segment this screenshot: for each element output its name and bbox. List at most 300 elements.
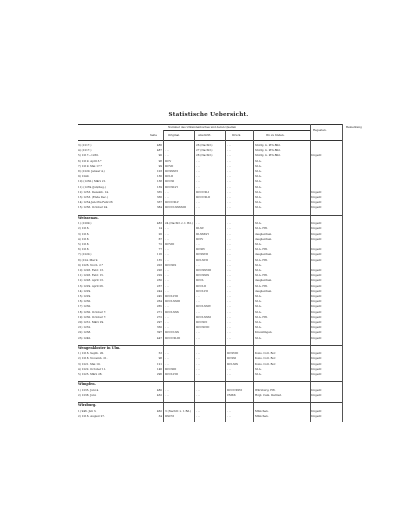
row-original: . . . (165, 288, 170, 293)
row-abschrift: . . . (196, 262, 201, 267)
row-abschrift: . . . (196, 372, 201, 376)
row-sammlung: St.A. (255, 267, 262, 272)
row-label: 3) 1221. Mai 10. (78, 361, 101, 366)
row-label: 13) 1229. April 26. (78, 283, 104, 288)
row-page: 245 (156, 293, 162, 298)
row-druck: . . . (227, 257, 232, 262)
row-original: . . . (165, 252, 170, 257)
row-abschrift: . . . (196, 205, 201, 210)
row-regest: Ungedr. (311, 392, 322, 397)
row-label: 2) 1216. August 27. (78, 413, 105, 418)
row-abschrift: . . . (196, 174, 201, 179)
row-druck: . . . (227, 158, 232, 163)
row-original: DCLII (165, 174, 174, 179)
row-page: 265 (156, 304, 162, 309)
table-row (0, 205, 417, 210)
row-page: 138 (156, 179, 162, 184)
row-druck: . . . (227, 408, 232, 413)
row-sammlung: St.A. (255, 200, 262, 205)
row-druck: . . . (227, 304, 232, 309)
row-abschrift: DCCXCIII (196, 325, 210, 330)
row-label: 10) 1226. Febr. 13. (78, 267, 104, 272)
row-label: 12) 1253. Dezemb. 14. (78, 189, 109, 194)
row-label: 6) 1219. April 3.* (78, 158, 102, 163)
row-abschrift: DCCLXXIV (196, 304, 211, 309)
row-druck: DCXXI (227, 356, 237, 361)
row-regest: Ungedr. (311, 200, 322, 205)
row-label: 4) (1217.) (78, 148, 92, 153)
row-page: 98 (158, 356, 162, 361)
row-page: 53 (158, 351, 162, 356)
row-regest: Ungedr. (311, 252, 322, 257)
row-label: 1) (1209.) (78, 221, 92, 226)
row-abschrift: . . . (196, 179, 201, 184)
row-regest: Ungedr. (311, 288, 322, 293)
row-label: 18) 1230. October 7. (78, 309, 107, 314)
row-original: . . . (165, 257, 170, 262)
row-page: 99 (158, 163, 162, 168)
header-regest: Regesten. (313, 128, 327, 132)
row-sammlung: St.A. Hft. (255, 314, 268, 319)
row-regest: Ungedr. (311, 325, 322, 330)
row-label: 13) 1253. (Ende Dec.) (78, 195, 108, 199)
row-regest: Ungedr. (311, 387, 322, 392)
row-abschrift: . . . (196, 361, 201, 366)
row-sammlung: St.A. (255, 163, 262, 168)
row-abschrift: . . . (196, 293, 201, 298)
row-regest: Ungedr. (311, 205, 322, 210)
row-druck: . . . (227, 262, 232, 267)
row-page: 136 (156, 174, 162, 179)
row-page: 135 (156, 257, 162, 262)
row-regest: Ungedr. (311, 283, 322, 288)
row-regest: Ungedr. (311, 278, 322, 283)
row-druck: . . . (227, 226, 232, 231)
row-page: 14 (158, 226, 162, 231)
row-original: . . . (165, 236, 170, 241)
row-regest: Ungedr. (311, 273, 322, 278)
row-original: . . . (165, 231, 170, 236)
row-original: DCCXLVI (165, 184, 178, 189)
row-label: 3) 1216. (78, 231, 90, 236)
row-page: 34 (158, 413, 162, 418)
row-druck: . . . (227, 205, 232, 210)
row-original: . . . (165, 361, 170, 366)
row-druck: DCLXIX (227, 361, 238, 366)
row-original: DCCXIX (165, 262, 177, 267)
row-sammlung: desgleichen. (255, 288, 273, 293)
row-druck: . . . (227, 252, 232, 257)
row-original: . . . (165, 392, 170, 397)
row-label: 7) (1220.) (78, 252, 92, 257)
row-druck: . . . (227, 330, 232, 335)
row-abschrift: . . . (196, 330, 201, 335)
row-druck: . . . (227, 143, 232, 147)
row-druck: . . . (227, 163, 232, 168)
row-abschrift: . . . (196, 408, 201, 413)
row-regest: Ungedr. (311, 153, 322, 158)
row-regest: Ungedr. (311, 330, 322, 335)
row-regest: Ungedr. (311, 356, 322, 361)
row-original: . . . (165, 314, 170, 319)
row-abschrift: DCCXCI (196, 319, 208, 324)
row-regest: Ungedr. (311, 247, 322, 252)
row-original: DCV (165, 158, 172, 163)
row-label: 16) 1230. (78, 299, 92, 304)
row-regest: Ungedr. (311, 299, 322, 304)
row-druck: DCXVIII (227, 351, 239, 356)
row-abschrift: DCCCXLI (196, 189, 210, 194)
row-label: 4) 1222. October 11. (78, 366, 107, 371)
row-original: DCCXI (165, 179, 175, 184)
row-abschrift: . . . (196, 169, 201, 173)
row-page: 447 (156, 335, 162, 340)
table-row (0, 414, 417, 419)
row-abschrift: DCCLII (196, 283, 207, 288)
row-regest: Ungedr. (311, 361, 322, 366)
row-page: 296 (156, 372, 162, 376)
row-label: 9) 1226. Novb. 2.* (78, 262, 103, 267)
section-heading: Wimpfen. (78, 382, 96, 387)
header-seite: Seite (150, 133, 157, 137)
header-sammlung: Wo zu finden. (266, 133, 285, 137)
row-original: . . . (165, 273, 170, 278)
row-sammlung: Kons. Coll. Bor. (255, 356, 276, 361)
row-druck: . . . (227, 184, 232, 189)
row-page: 335 (156, 189, 162, 194)
row-page: 272 (156, 314, 162, 319)
row-sammlung: St.A. (255, 241, 262, 246)
row-druck: . . . (227, 241, 232, 246)
header-abschrift: Abschrift. (198, 133, 212, 137)
row-druck: . . . (227, 335, 232, 340)
row-original: . . . (165, 148, 170, 153)
row-page: 237 (156, 283, 162, 288)
row-druck: . . . (227, 273, 232, 278)
row-druck: DCCCXXVI (227, 387, 243, 392)
row-label: 21) 1232. (78, 325, 92, 330)
row-abschrift: DCCXXIX (196, 273, 210, 278)
row-sammlung: München. (255, 413, 269, 418)
row-label: 1) 1235. Juni 4. (78, 387, 99, 392)
row-label: 15) 1229. (78, 293, 92, 298)
row-label: 3) (1217.) (78, 143, 92, 147)
row-abschrift: . . . (196, 200, 201, 205)
row-original: DCCCXLV (165, 200, 179, 205)
section-rule (78, 402, 342, 403)
row-sammlung: desgleichen. (255, 278, 273, 283)
header-bemerkung: Bemerkung (346, 125, 362, 129)
row-sammlung: Stuttg. k. Priv.Bibl. (255, 153, 281, 158)
row-sammlung: Kons. Coll. Bor. (255, 361, 276, 366)
row-druck: . . . (227, 293, 232, 298)
row-abschrift: DCXIV (196, 247, 206, 252)
row-druck: . . . (227, 325, 232, 330)
row-page: 432 (156, 392, 162, 397)
row-sammlung: Stuttg. k. Priv.Bibl. (255, 143, 281, 147)
row-abschrift: DCLXVII (196, 257, 208, 262)
row-druck: . . . (227, 278, 232, 283)
row-abschrift: . . . (196, 309, 201, 314)
row-page: 90 (158, 153, 162, 158)
row-page: 139 (156, 184, 162, 189)
row-abschrift: 27 (Nachtr.) (196, 148, 213, 153)
row-regest: Ungedr. (311, 335, 322, 340)
row-regest: Ungedr. (311, 408, 322, 413)
row-label: 11) (1239.)Juli/Aug.) (78, 184, 106, 189)
row-original: . . . (165, 267, 170, 272)
row-sammlung: Würzburg. Hft. (255, 387, 276, 392)
row-regest: Ungedr. (311, 236, 322, 241)
row-original: . . . (165, 304, 170, 309)
row-abschrift: DCCL (196, 278, 205, 283)
row-regest: Ungedr. (311, 257, 322, 262)
header-group-label: Nummer des Urkundenbuches und deren Quellen (168, 125, 237, 129)
row-page: 397 (156, 330, 162, 335)
row-abschrift: DLXXXVI (196, 231, 209, 236)
row-sammlung: St.A. Hft. (255, 247, 268, 252)
row-druck: . . . (227, 413, 232, 418)
row-page: 336 (156, 195, 162, 199)
row-regest: Ungedr. (311, 314, 322, 319)
row-druck: . . . (227, 247, 232, 252)
row-abschrift: DCCXXVIII (196, 267, 212, 272)
row-label: 2) 1238. Juni. (78, 392, 97, 397)
row-original: DCCCLXXXXIII (165, 205, 186, 210)
row-label: 10) (1230.) März 21. (78, 179, 107, 184)
row-original: . . . (165, 278, 170, 283)
row-original: . . . (165, 356, 170, 361)
row-druck: . . . (227, 153, 232, 158)
row-sammlung: St.A. (255, 335, 262, 340)
row-original: DCCLXXX (165, 309, 179, 314)
row-druck: . . . (227, 267, 232, 272)
row-abschrift: 28 (Nachtr.) (196, 153, 213, 158)
row-sammlung: St.A. (255, 299, 262, 304)
row-original: DXCVI (165, 413, 175, 418)
row-original: . . . (165, 387, 170, 392)
row-page: 244 (156, 288, 162, 293)
row-sammlung: St.A. (255, 309, 262, 314)
row-label: 5) 1225. März 28. (78, 372, 103, 376)
row-druck: . . . (227, 148, 232, 153)
row-sammlung: Kreuzlingen. (255, 330, 273, 335)
row-abschrift: . . . (196, 335, 201, 340)
row-abschrift: . . . (196, 158, 201, 163)
row-label: 7) 1219. Mai 17.* (78, 163, 102, 168)
row-regest: Ungedr. (311, 413, 322, 418)
row-sammlung: St.A. Hft. (255, 273, 268, 278)
row-sammlung: St.A. Hft. (255, 257, 268, 262)
row-sammlung: desgleichen. (255, 231, 273, 236)
row-sammlung: St.A. (255, 293, 262, 298)
row-label: 9) 1240. (78, 174, 90, 179)
row-druck: . . . (227, 169, 232, 173)
row-label: 19) 1230. October 7. (78, 314, 107, 319)
row-druck: . . . (227, 221, 232, 226)
table-row (0, 372, 417, 377)
section-rule (78, 381, 342, 382)
row-sammlung: St.A. (255, 325, 262, 330)
row-page: 72 (158, 241, 162, 246)
row-regest: Ungedr. (311, 366, 322, 371)
row-regest: Ungedr. (311, 221, 322, 226)
row-original: DCCLVIII (165, 293, 178, 298)
row-page: 77 (158, 247, 162, 252)
row-druck: . . . (227, 309, 232, 314)
row-abschrift: . . . (196, 356, 201, 361)
row-druck: . . . (227, 174, 232, 179)
row-page: 337 (156, 200, 162, 205)
row-regest: Ungedr. (311, 309, 322, 314)
row-sammlung: Kons. Coll. Bor. (255, 351, 276, 356)
row-regest: Ungedr. (311, 226, 322, 231)
row-druck: CMXX (227, 392, 236, 397)
row-druck: . . . (227, 189, 232, 194)
row-original: DCVII (165, 163, 174, 168)
row-original: . . . (165, 283, 170, 288)
row-original: . . . (165, 325, 170, 330)
row-regest: Ungedr. (311, 304, 322, 309)
row-original: . . . (165, 319, 170, 324)
row-druck: . . . (227, 288, 232, 293)
row-abschrift: DCIV (196, 236, 204, 241)
row-sammlung: München. (255, 408, 269, 413)
row-original: DCXXXVI (165, 169, 178, 173)
row-page: 67 (158, 236, 162, 241)
row-sammlung: St.A. (255, 366, 262, 371)
row-sammlung: St.A. Hft. (255, 283, 268, 288)
row-page: 271 (156, 309, 162, 314)
row-regest: Ungedr. (311, 195, 322, 199)
row-sammlung: St.A. (255, 158, 262, 163)
row-original: . . . (165, 247, 170, 252)
row-abschrift: . . . (196, 163, 201, 168)
row-sammlung: Stuttg. k. Priv.Bibl. (255, 148, 281, 153)
row-page: 203 (156, 262, 162, 267)
row-regest: Ungedr. (311, 231, 322, 236)
row-druck: . . . (227, 299, 232, 304)
row-label: 14) 1229. (78, 288, 92, 293)
row-original: DCCCXLIII (165, 335, 181, 340)
row-label: 20) 1231. März 29. (78, 319, 105, 324)
row-abschrift: DCXXVII (196, 252, 209, 257)
row-page: 486 (156, 143, 162, 147)
row-druck: . . . (227, 372, 232, 376)
row-abschrift: . . . (196, 351, 201, 356)
row-abschrift: . . . (196, 387, 201, 392)
row-original: . . . (165, 226, 170, 231)
row-label: 23) 1240. (78, 335, 92, 340)
row-original: DCCLXXIII (165, 299, 181, 304)
row-page: 229 (156, 273, 162, 278)
header-group-rule (164, 130, 310, 131)
row-original: . . . (165, 195, 170, 199)
row-label: 6) 1218. (78, 247, 90, 252)
row-abschrift: DLXV (196, 226, 204, 231)
row-page: 116 (156, 252, 162, 257)
row-sammlung: desgleichen. (255, 252, 273, 257)
row-sammlung: St.A. (255, 304, 262, 309)
row-sammlung: St.A. Hft. (255, 226, 268, 231)
row-druck: . . . (227, 179, 232, 184)
row-sammlung: St.A. (255, 174, 262, 179)
row-abschrift: DCCLVII (196, 288, 208, 293)
row-druck: . . . (227, 314, 232, 319)
row-sammlung: St.A. (255, 205, 262, 210)
row-druck: . . . (227, 236, 232, 241)
row-sammlung: St.A. (255, 169, 262, 173)
header-original: Original. (168, 133, 180, 137)
row-original: DCVIII (165, 241, 175, 246)
row-regest: Ungedr. (311, 372, 322, 376)
section-heading: Wengenkloster in Ulm. (78, 345, 121, 350)
row-abschrift: 26 (Nachtr.) (196, 143, 213, 147)
row-abschrift: . . . (196, 221, 201, 226)
row-page: 384 (156, 205, 162, 210)
row-page: 228 (156, 267, 162, 272)
row-sammlung: Hzgl. Cam. Darmst. (255, 392, 282, 397)
row-regest: Ungedr. (311, 293, 322, 298)
row-druck: . . . (227, 200, 232, 205)
row-label: 5) 1218. (78, 241, 90, 246)
row-original: . . . (165, 153, 170, 158)
row-label: 14) 1254.Jan.26u.Febr.26 (78, 200, 113, 205)
row-druck: . . . (227, 319, 232, 324)
row-page: 264 (156, 299, 162, 304)
row-original: 3 (Nachtr. z. I. Bd.) (165, 408, 192, 413)
row-page: 26 (158, 231, 162, 236)
row-druck: . . . (227, 283, 232, 288)
row-druck: . . . (227, 366, 232, 371)
row-original: DCCCLXX (165, 330, 179, 335)
row-abschrift: . . . (196, 413, 201, 418)
page-title: Statistische Uebersicht. (168, 112, 249, 118)
row-sammlung: St.A. (255, 179, 262, 184)
row-page: 487 (156, 148, 162, 153)
row-label: 1) 1216. Septb. 20. (78, 351, 105, 356)
row-label: 8) (1220. Januar 4.) (78, 169, 105, 173)
row-abschrift: DCCLXXXI (196, 314, 211, 319)
row-page: 121 (156, 361, 162, 366)
row-original: . . . (165, 189, 170, 194)
row-page: 230 (156, 278, 162, 283)
row-page: 350 (156, 325, 162, 330)
row-regest: Ungedr. (311, 351, 322, 356)
row-abschrift: . . . (196, 241, 201, 246)
header-bottom-rule (78, 140, 342, 141)
section-heading: Weissenau. (78, 215, 99, 220)
row-page: 98 (158, 158, 162, 163)
row-sammlung: St.A. (255, 262, 262, 267)
row-page: 297 (156, 319, 162, 324)
row-label: 15) 1256. October 24. (78, 205, 109, 210)
row-sammlung: St.A. (255, 319, 262, 324)
row-abschrift: . . . (196, 366, 201, 371)
row-label: 2) 1218. Novemb. 21. (78, 356, 108, 361)
row-regest: Ungedr. (311, 189, 322, 194)
row-original: 24 (Nachtr. z. I. Bd.) (165, 221, 193, 226)
row-abschrift: . . . (196, 299, 201, 304)
row-abschrift: . . . (196, 184, 201, 189)
row-regest: Ungedr. (311, 319, 322, 324)
row-page: 462 (156, 408, 162, 413)
row-label: 1) 946. Juli 3. (78, 408, 97, 413)
row-page: 483 (156, 221, 162, 226)
row-regest: Ungedr. (311, 267, 322, 272)
section-rule (78, 215, 342, 216)
row-label: 12) 1228. April 13. (78, 278, 104, 283)
